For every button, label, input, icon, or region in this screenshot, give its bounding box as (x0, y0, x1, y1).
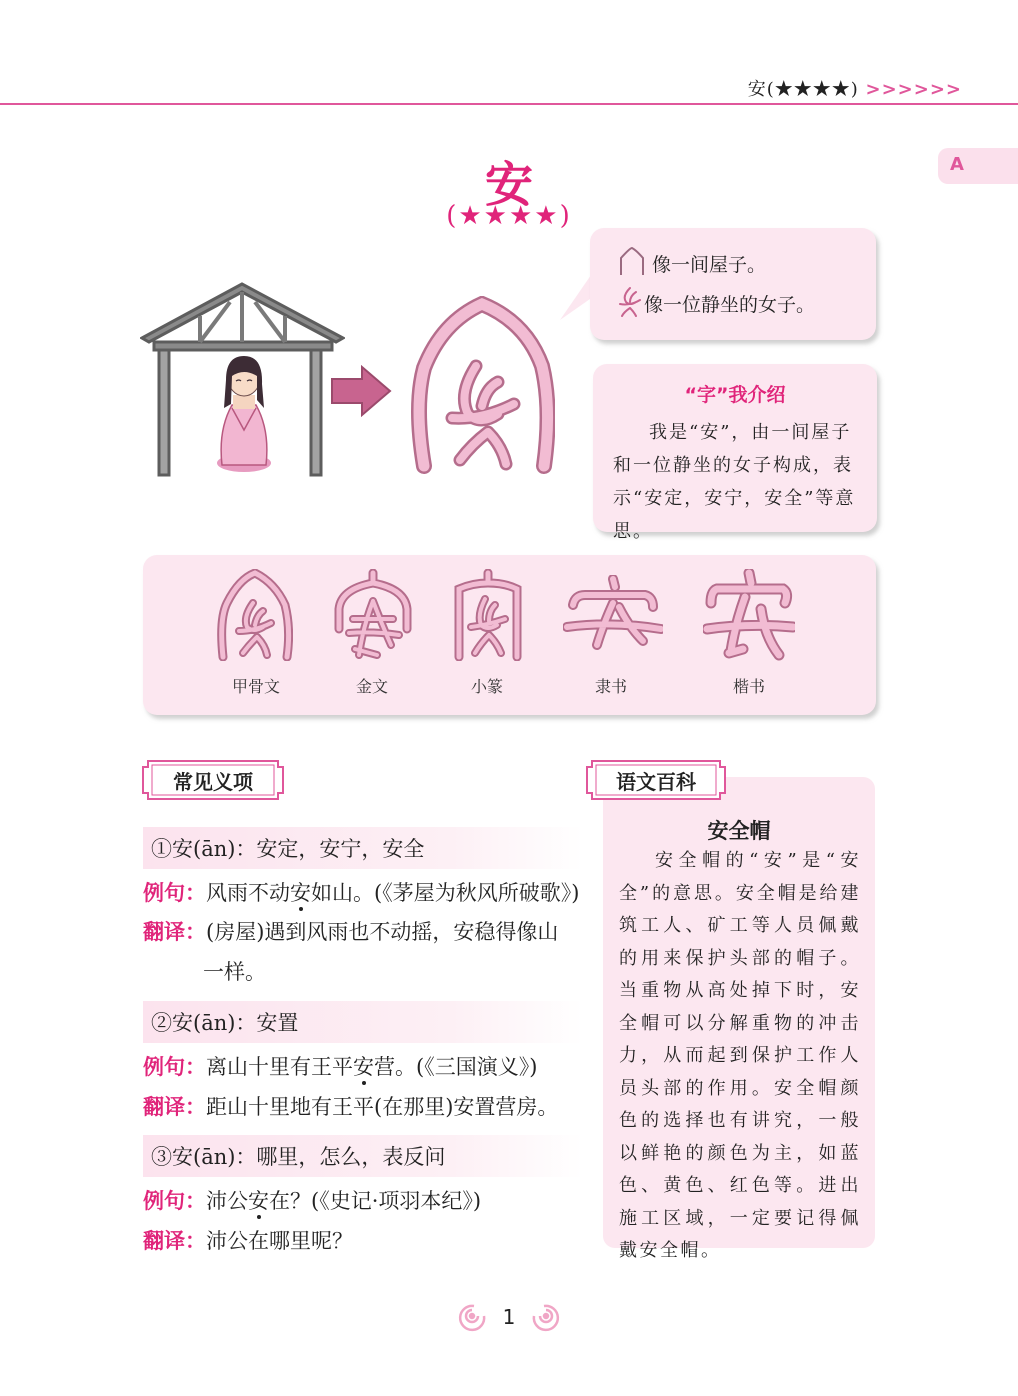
running-header (748, 75, 962, 101)
script-evolution-card (143, 555, 876, 715)
example-label: 例句： (143, 1189, 206, 1213)
meaning-3-header (143, 1135, 583, 1177)
bubble-line-woman: 像一位静坐的女子。 (644, 294, 816, 316)
jiaguwen-glyph (217, 569, 293, 661)
evo-label-kaishu: 楷书 (732, 677, 765, 696)
meaning-2-header (143, 1001, 583, 1043)
woman-glyph-icon (616, 284, 644, 318)
meaning-3-example (143, 1185, 481, 1215)
evo-label-lishu: 隶书 (594, 677, 627, 696)
roof-glyph-icon (618, 246, 646, 276)
explanation-bubble (590, 228, 876, 340)
example-text-post: 营。(《三国演义》) (374, 1055, 538, 1079)
example-text-post: 在？(《史记·项羽本纪》) (269, 1189, 482, 1213)
translation-label: 翻译： (143, 1229, 206, 1253)
meaning-1-example (143, 877, 579, 907)
meaning-2-example (143, 1051, 537, 1081)
header-rating: (★★★★) (766, 79, 859, 100)
example-text-post: 如山。(《茅屋为秋风所破歌》) (311, 881, 580, 905)
xiaozhuan-glyph (453, 569, 523, 661)
example-text-pre: 离山十里有王平 (206, 1055, 353, 1079)
encyclopedia-tag (584, 757, 728, 803)
difficulty-stars: (★★★★) (446, 201, 572, 231)
self-intro-text: 我是“安”，由一间屋子和一位静坐的女子构成，表示“安定，安宁，安全”等意思。 (613, 422, 856, 542)
alphabet-tab-letter: A (950, 154, 964, 175)
jinwen-glyph (333, 569, 413, 661)
evo-label-xiaozhuan: 小篆 (470, 677, 503, 696)
meaning-3-header-text: ③安(ān)：哪里，怎么，表反问 (151, 1145, 446, 1169)
translation-text: (房屋)遇到风雨也不动摇，安稳得像山 (206, 920, 559, 944)
emphasis-dot-char: 安 (248, 1185, 269, 1215)
meaning-1-header (143, 827, 583, 869)
kaishu-glyph (703, 569, 795, 661)
meaning-3-translation (143, 1225, 353, 1255)
translation-label: 翻译： (143, 920, 206, 944)
header-rule (0, 103, 1018, 105)
header-char: 安 (747, 79, 767, 100)
meaning-2-header-text: ②安(ān)：安置 (151, 1011, 299, 1035)
example-label: 例句： (143, 881, 206, 905)
example-label: 例句： (143, 1055, 206, 1079)
encyclopedia-tag-title: 语文百科 (616, 770, 696, 794)
lishu-glyph (563, 575, 663, 655)
example-text-pre: 沛公 (206, 1189, 248, 1213)
encyclopedia-text: 安全帽的“安”是“安全”的意思。安全帽是给建筑工人、矿工等人员佩戴的用来保护头部的帽子。当重物从高处掉下时，安全帽可以分解重物的冲击力，从而起到保护工作人员头部的作用。安全帽颜色的选择也有讲究，一般以鲜艳的颜色为主，如蓝色、黄色、红色等。进出施工区域，一定要记得佩戴安全帽。 (619, 850, 861, 1261)
self-intro-card (593, 364, 877, 542)
house-woman-illustration (140, 280, 345, 480)
page-number: 1 (502, 1305, 516, 1329)
common-meanings-tag (140, 757, 286, 803)
oracle-bone-glyph-large (410, 296, 555, 476)
header-arrows: >>>>>> (865, 79, 962, 100)
evo-label-jinwen: 金文 (355, 677, 388, 696)
translation-label: 翻译： (143, 1095, 206, 1119)
meaning-1-translation-cont: 一样。 (203, 960, 266, 984)
page-title: 安 (484, 157, 533, 213)
example-text-pre: 风雨不动 (206, 881, 290, 905)
swirl-right-icon (528, 1300, 570, 1332)
emphasis-dot-char: 安 (353, 1051, 374, 1081)
meaning-1-translation (143, 916, 558, 946)
evo-label-jiaguwen: 甲骨文 (231, 677, 280, 696)
arrow-right-icon (330, 365, 392, 417)
encyclopedia-card (603, 777, 875, 1261)
translation-text: 距山十里地有王平(在那里)安置营房。 (206, 1095, 559, 1119)
common-meanings-title: 常见义项 (173, 770, 253, 794)
encyclopedia-title: 安全帽 (707, 819, 771, 843)
meaning-2-translation (143, 1091, 558, 1121)
self-intro-title: “字”我介绍 (684, 384, 786, 406)
emphasis-dot-char: 安 (290, 877, 311, 907)
bubble-line-roof: 像一间屋子。 (652, 254, 767, 276)
translation-text: 沛公在哪里呢？ (206, 1229, 353, 1253)
meaning-1-header-text: ①安(ān)：安定，安宁，安全 (151, 837, 425, 861)
